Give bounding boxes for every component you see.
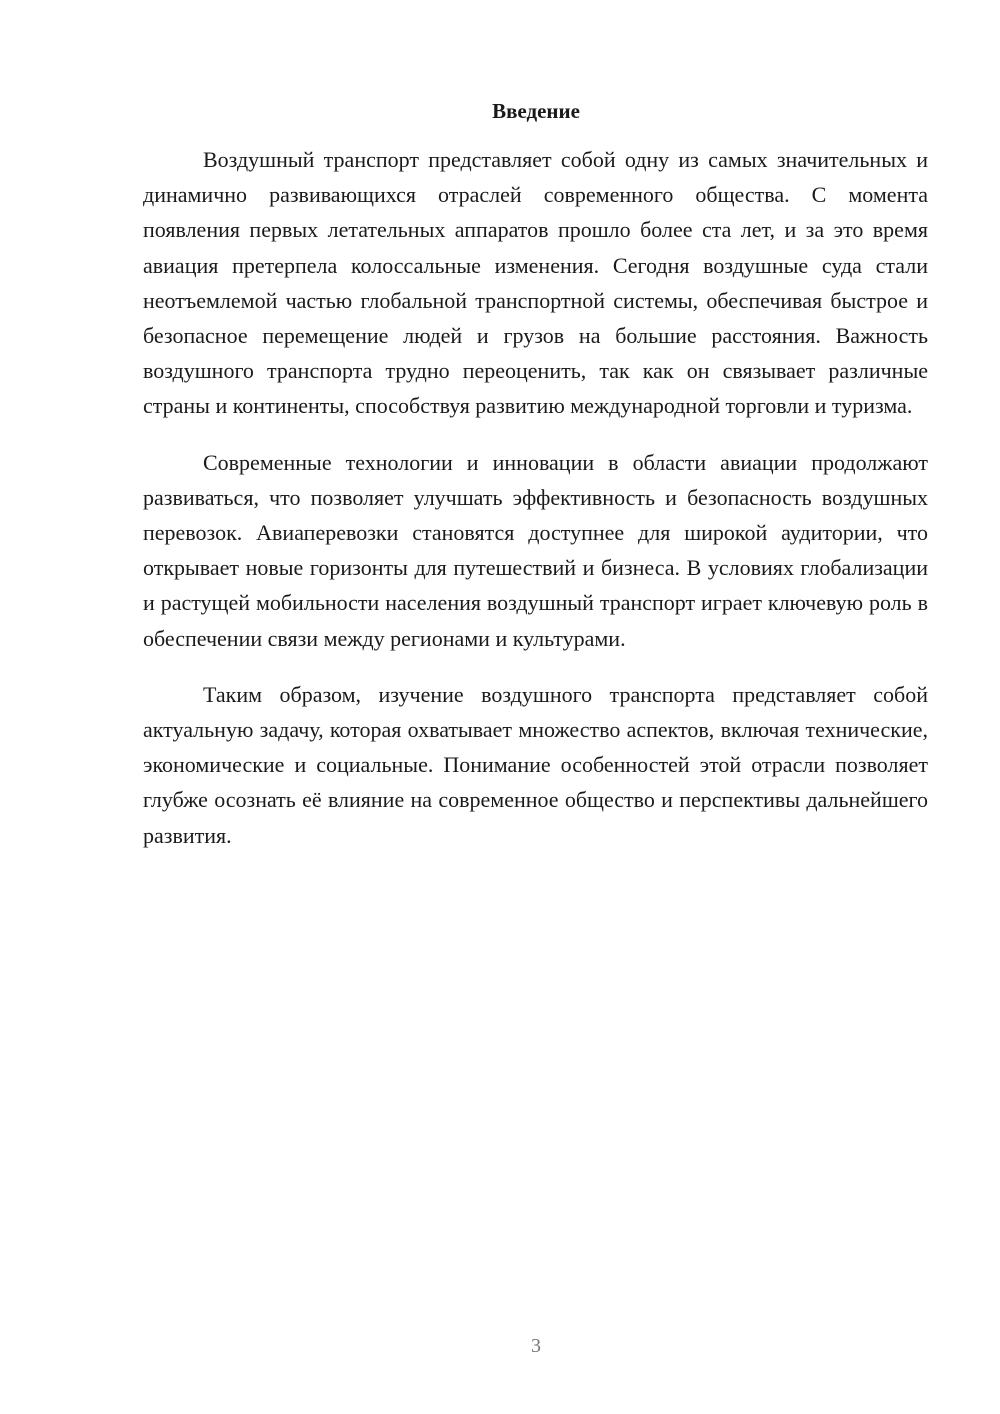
paragraph-1: Воздушный транспорт представляет собой одну из самых значительных и динамично развивающихся отраслей современного общества. С момента появления первых летательных аппаратов прошло более ста лет, и за это время авиация претерпела колоссальные изменения. Сегодня воздушные суда стали неотъемлемой частью глобальной транспортной системы, обеспечивая быстрое и безопасное перемещение людей и грузов на большие расстояния. Важность воздушного транспорта трудно переоценить, так как он связывает различные страны и континенты, способствуя развитию международной торговли и туризма.	[143, 147, 928, 419]
body-text	[143, 142, 928, 853]
paragraph-3: Таким образом, изучение воздушного транспорта представляет собой актуальную задачу, которая охватывает множество аспектов, включая технические, экономические и социальные. Понимание особенностей этой отрасли позволяет глубже осознать её влияние на современное общество и перспективы дальнейшего развития.	[143, 681, 928, 848]
paragraph-2: Современные технологии и инновации в области авиации продолжают развиваться, что позволяет улучшать эффективность и безопасность воздушных перевозок. Авиаперевозки становятся доступнее для широкой аудитории, что открывает новые горизонты для путешествий и бизнеса. В условиях глобализации и растущей мобильности населения воздушный транспорт играет ключевую роль в обеспечении связи между регионами и культурами.	[143, 449, 928, 651]
section-title: Введение	[492, 99, 580, 123]
page-number: 3	[531, 1335, 541, 1357]
